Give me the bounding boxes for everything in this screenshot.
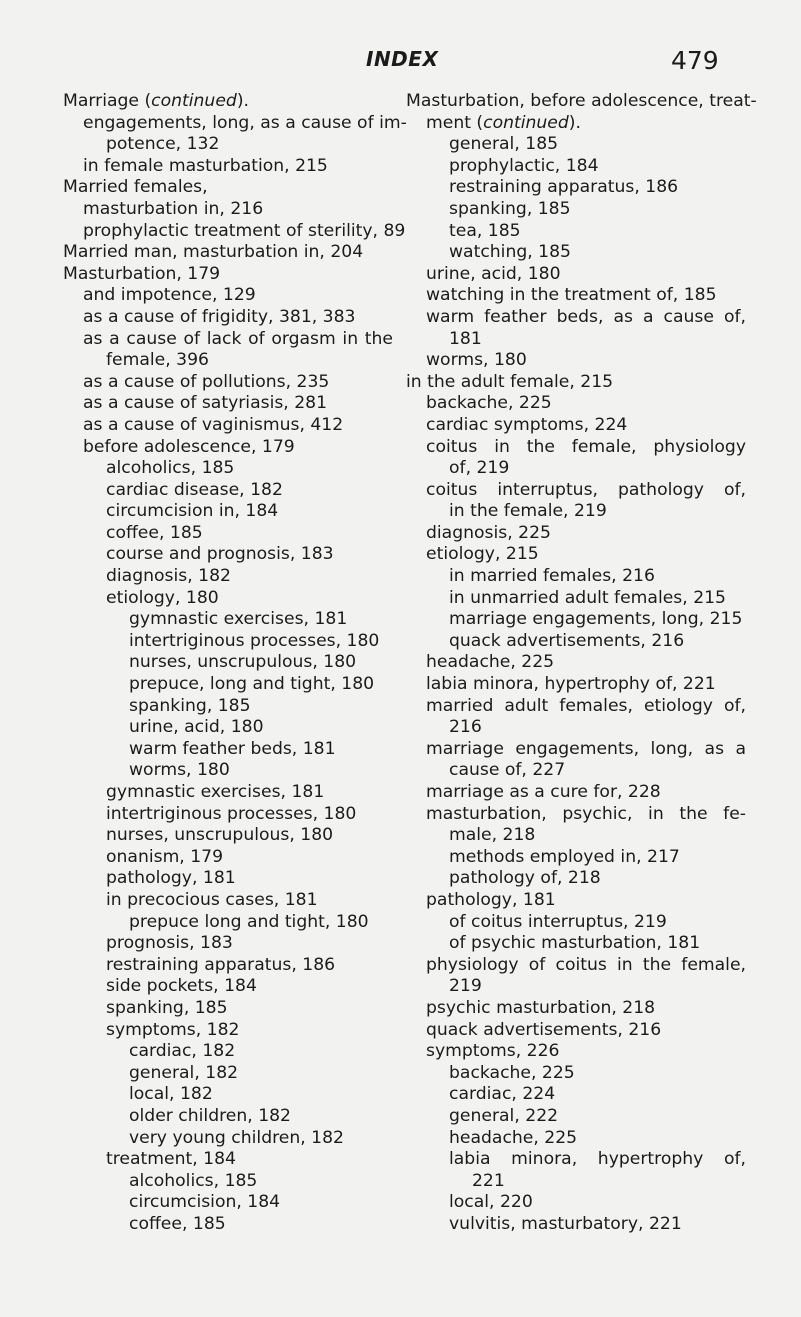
index-entry: in the female, 219 [449, 501, 607, 522]
index-entry: and impotence, 129 [83, 285, 256, 306]
index-entry: treatment, 184 [106, 1149, 236, 1170]
index-entry: cause of, 227 [449, 760, 566, 781]
index-entry: in the adult female, 215 [406, 371, 614, 392]
index-entry: diagnosis, 182 [106, 566, 231, 587]
index-entry: restraining apparatus, 186 [449, 177, 679, 198]
index-entry: gymnastic exercises, 181 [129, 609, 348, 630]
index-entry: spanking, 185 [129, 695, 251, 716]
index-entry: alcoholics, 185 [106, 458, 235, 479]
index-entry: as a cause of lack of orgasm in the [83, 328, 393, 349]
index-entry: cardiac symptoms, 224 [426, 414, 628, 435]
index-entry: nurses, unscrupulous, 180 [106, 825, 334, 846]
index-entry: coitus in the female, physiology [426, 436, 746, 457]
index-entry: engagements, long, as a cause of im- [83, 112, 407, 133]
index-entry: coffee, 185 [129, 1213, 226, 1234]
index-entry: backache, 225 [426, 393, 552, 414]
index-entry: prognosis, 183 [106, 933, 233, 954]
index-entry: urine, acid, 180 [426, 263, 561, 284]
index-entry: warm feather beds, 181 [129, 738, 336, 759]
index-entry: in unmarried adult females, 215 [449, 587, 726, 608]
page-number: 479 [671, 46, 719, 75]
index-entry: vulvitis, masturbatory, 221 [449, 1213, 682, 1234]
index-entry: headache, 225 [426, 652, 555, 673]
index-entry: labia minora, hypertrophy of, [449, 1149, 746, 1170]
index-entry: coffee, 185 [106, 522, 203, 543]
index-entry: pathology, 181 [426, 889, 556, 910]
index-entry: 221 [472, 1170, 505, 1191]
index-entry: of psychic masturbation, 181 [449, 933, 701, 954]
index-entry: labia minora, hypertrophy of, 221 [426, 674, 716, 695]
index-entry: local, 220 [449, 1192, 533, 1213]
index-entry: as a cause of pollutions, 235 [83, 371, 330, 392]
index-entry: potence, 132 [106, 134, 220, 155]
index-entry: watching, 185 [449, 242, 571, 263]
index-entry: intertriginous processes, 180 [129, 630, 380, 651]
index-entry: Masturbation, before adolescence, treat- [406, 91, 757, 111]
index-column-left [63, 91, 407, 1235]
index-entry: general, 222 [449, 1105, 559, 1126]
index-entry: watching in the treatment of, 185 [426, 285, 717, 306]
index-entry: marriage engagements, long, as a [426, 738, 746, 759]
index-entry: circumcision in, 184 [106, 501, 279, 522]
index-entry: psychic masturbation, 218 [426, 997, 656, 1018]
index-entry: married adult females, etiology of, [426, 695, 746, 716]
index-entry: symptoms, 226 [426, 1041, 560, 1062]
index-entry: marriage engagements, long, 215 [449, 609, 743, 630]
index-entry: restraining apparatus, 186 [106, 954, 336, 975]
index-entry: 181 [449, 328, 482, 349]
index-entry: cardiac disease, 182 [106, 479, 283, 500]
index-entry: quack advertisements, 216 [449, 630, 685, 651]
index-entry: onanism, 179 [106, 846, 224, 867]
index-entry: diagnosis, 225 [426, 522, 551, 543]
index-entry: tea, 185 [449, 220, 521, 241]
index-entry: etiology, 180 [106, 587, 219, 608]
index-entry: Married man, masturbation in, 204 [63, 242, 364, 263]
index-entry: prepuce long and tight, 180 [129, 911, 369, 932]
index-entry: in precocious cases, 181 [106, 889, 318, 910]
index-entry: as a cause of satyriasis, 281 [83, 393, 328, 414]
index-entry: as a cause of frigidity, 381, 383 [83, 306, 356, 327]
index-entry: local, 182 [129, 1084, 213, 1105]
index-entry: coitus interruptus, pathology of, [426, 479, 746, 500]
index-entry: of, 219 [449, 458, 510, 479]
index-entry: prepuce, long and tight, 180 [129, 674, 375, 695]
index-entry: very young children, 182 [129, 1127, 344, 1148]
index-entry: course and prognosis, 183 [106, 544, 334, 565]
index-entry: masturbation in, 216 [83, 198, 264, 219]
index-entry: male, 218 [449, 825, 536, 846]
index-entry: worms, 180 [129, 760, 230, 781]
index-entry: symptoms, 182 [106, 1019, 240, 1040]
index-entry: before adolescence, 179 [83, 436, 295, 457]
index-entry: spanking, 185 [449, 198, 571, 219]
index-entry: female, 396 [106, 350, 209, 371]
index-entry: in female masturbation, 215 [83, 155, 328, 176]
index-entry: 216 [449, 717, 482, 738]
index-entry: marriage as a cure for, 228 [426, 782, 661, 802]
index-entry: urine, acid, 180 [129, 717, 264, 738]
index-entry: side pockets, 184 [106, 976, 257, 997]
index-entry: general, 185 [449, 134, 559, 155]
index-entry: of coitus interruptus, 219 [449, 911, 667, 932]
index-entry: quack advertisements, 216 [426, 1019, 662, 1040]
index-entry: physiology of coitus in the female, [426, 954, 746, 975]
index-entry: worms, 180 [426, 350, 527, 371]
index-entry: ment (continued). [426, 112, 581, 133]
index-entry: cardiac, 182 [129, 1041, 236, 1062]
index-entry: Masturbation, 179 [63, 263, 221, 284]
index-entry: etiology, 215 [426, 544, 539, 565]
index-entry: prophylactic, 184 [449, 155, 599, 176]
index-entry: spanking, 185 [106, 997, 228, 1018]
index-entry: alcoholics, 185 [129, 1170, 258, 1191]
index-entry: in married females, 216 [449, 566, 655, 587]
index-entry: Marriage (continued). [63, 91, 249, 111]
index-entry: Married females, [63, 177, 208, 198]
index-entry: warm feather beds, as a cause of, [426, 306, 746, 327]
index-entry: methods employed in, 217 [449, 846, 680, 867]
index-entry: circumcision, 184 [129, 1192, 281, 1213]
index-entry: cardiac, 224 [449, 1084, 556, 1105]
index-entry: nurses, unscrupulous, 180 [129, 652, 357, 673]
index-entry: pathology, 181 [106, 868, 236, 889]
index-entry: backache, 225 [449, 1062, 575, 1083]
index-entry: gymnastic exercises, 181 [106, 782, 325, 802]
index-entry: masturbation, psychic, in the fe- [426, 803, 746, 824]
index-entry: intertriginous processes, 180 [106, 803, 357, 824]
index-entry: pathology of, 218 [449, 868, 601, 889]
index-entry: older children, 182 [129, 1105, 291, 1126]
index-entry: general, 182 [129, 1062, 239, 1083]
index-entry: prophylactic treatment of sterility, 89 [83, 220, 406, 241]
index-entry: headache, 225 [449, 1127, 578, 1148]
index-column-right [406, 91, 757, 1235]
index-entry: 219 [449, 976, 482, 997]
running-header-title: INDEX [366, 47, 439, 71]
index-entry: as a cause of vaginismus, 412 [83, 414, 344, 435]
